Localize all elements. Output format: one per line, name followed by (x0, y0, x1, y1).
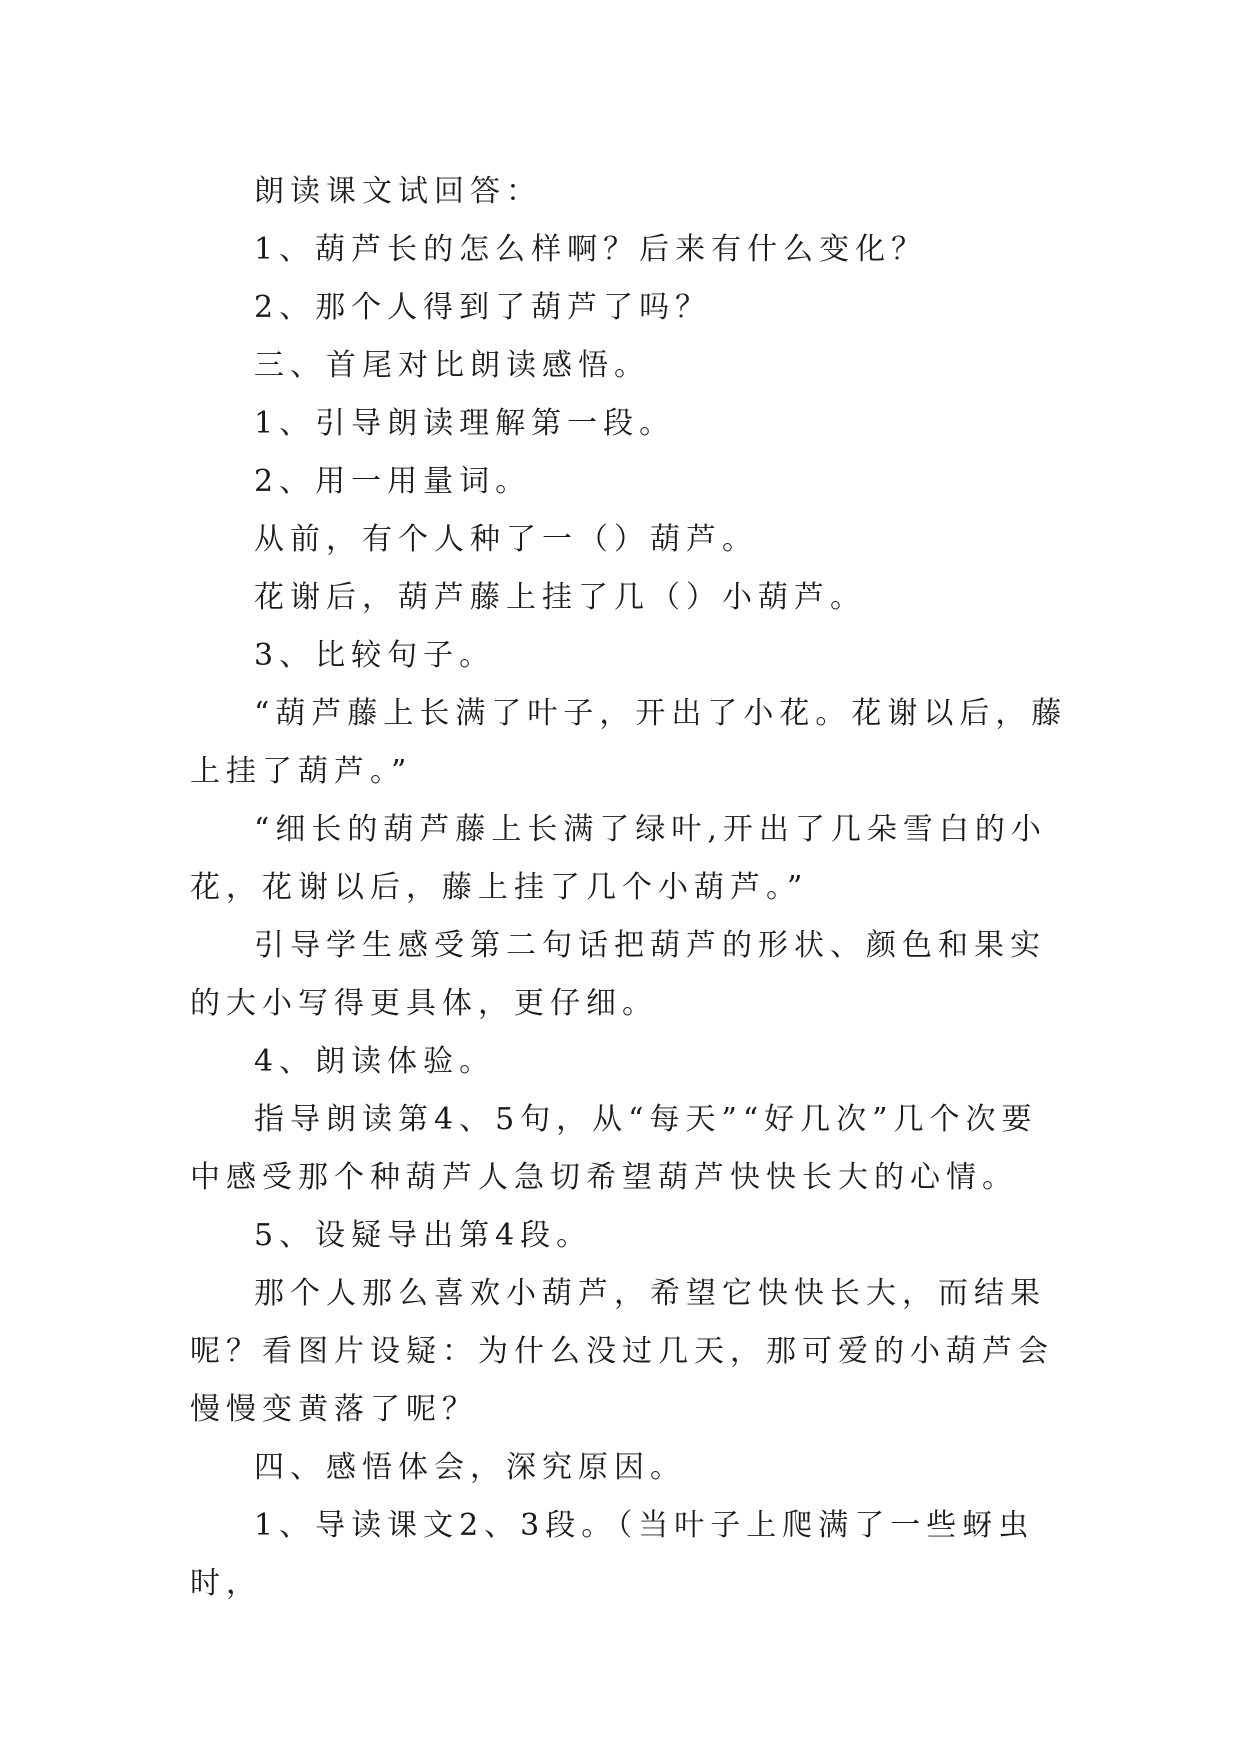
paragraph: 2、用一用量词。 (254, 464, 532, 499)
paragraph: 那个人那么喜欢小葫芦，希望它快快长大，而结果呢？看图片设疑：为什么没过几天，那可爱的小葫芦会慢慢变黄落了呢？ (190, 1276, 1054, 1427)
paragraph: 从前，有个人种了一（）葫芦。 (254, 522, 758, 557)
paragraph: 4、朗读体验。 (254, 1044, 496, 1079)
paragraph: 1、葫芦长的怎么样啊？后来有什么变化？ (254, 232, 928, 267)
quote-paragraph: “葫芦藤上长满了叶子，开出了小花。花谢以后，藤上挂了葫芦。” (190, 696, 1068, 789)
paragraph: 引导学生感受第二句话把葫芦的形状、颜色和果实的大小写得更具体，更仔细。 (190, 928, 1046, 1021)
section-heading: 四、感悟体会，深究原因。 (254, 1450, 686, 1485)
document-body (190, 163, 1070, 1613)
paragraph: 3、比较句子。 (254, 638, 496, 673)
quote-paragraph: “细长的葫芦藤上长满了绿叶,开出了几朵雪白的小花，花谢以后，藤上挂了几个小葫芦。” (190, 812, 1047, 905)
paragraph: 1、导读课文2、3段。（当叶子上爬满了一些蚜虫时， (190, 1508, 1035, 1601)
paragraph: 朗读课文试回答： (254, 174, 542, 209)
section-heading: 三、首尾对比朗读感悟。 (254, 348, 650, 383)
paragraph: 1、引导朗读理解第一段。 (254, 406, 676, 441)
paragraph: 2、那个人得到了葫芦了吗？ (254, 290, 712, 325)
paragraph: 指导朗读第4、5句，从“每天”“好几次”几个次要中感受那个种葫芦人急切希望葫芦快快长大的心情。 (190, 1102, 1038, 1195)
paragraph: 5、设疑导出第4段。 (254, 1218, 593, 1253)
paragraph: 花谢后，葫芦藤上挂了几（）小葫芦。 (254, 580, 866, 615)
